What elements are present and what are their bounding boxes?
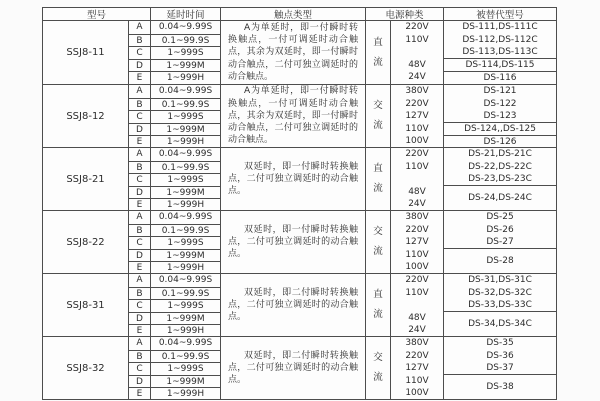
replaced-bottom-group bbox=[444, 186, 556, 211]
voltage-value: 48V bbox=[408, 59, 426, 70]
replaced-models-column bbox=[444, 85, 556, 147]
power-kind-label: 交流 bbox=[366, 211, 391, 273]
delay-time-value: 1~999H bbox=[151, 261, 220, 274]
replaced-model-value: DS-22,DS-22C bbox=[468, 161, 532, 172]
variant-letter: E bbox=[129, 261, 150, 274]
voltage-value: 110V bbox=[405, 34, 429, 45]
replaced-model-cell: DS-24,DS-24C bbox=[468, 193, 532, 204]
model-name: SSJ8-31 bbox=[43, 274, 129, 336]
contact-type-cell bbox=[221, 85, 366, 147]
voltage-value: 110V bbox=[405, 123, 429, 134]
delay-time-value: 0.1~99.9S bbox=[151, 350, 220, 363]
voltage-column bbox=[391, 337, 444, 399]
variant-letter: E bbox=[129, 387, 150, 400]
variant-letter: C bbox=[129, 299, 150, 312]
variant-letter: E bbox=[129, 324, 150, 337]
delay-time-value: 1~999H bbox=[151, 71, 220, 84]
voltage-value: 380V bbox=[405, 86, 429, 96]
header-replaced-models: 被替代型号 bbox=[476, 10, 524, 21]
model-name: SSJ8-32 bbox=[43, 337, 129, 399]
variant-letter-column bbox=[129, 274, 151, 336]
replaced-bottom-group bbox=[444, 59, 556, 84]
replaced-top-group bbox=[444, 337, 556, 375]
contact-type-text: 双延时，即一付瞬时转换触点，二付可独立调延时的动合触点。 bbox=[228, 224, 358, 260]
replaced-top-group bbox=[444, 85, 556, 123]
replaced-top-group bbox=[444, 148, 556, 186]
model-block bbox=[43, 273, 556, 336]
voltage-value: 24V bbox=[408, 325, 426, 336]
model-name: SSJ8-11 bbox=[43, 21, 129, 84]
voltage-value: 127V bbox=[405, 111, 429, 122]
replaced-bottom-group bbox=[444, 123, 556, 148]
replaced-model-value: DS-26 bbox=[486, 224, 514, 235]
voltage-value: 380V bbox=[405, 338, 429, 348]
replaced-model-cell: DS-34,DS-34C bbox=[468, 319, 532, 330]
variant-letter-column bbox=[129, 148, 151, 210]
model-block bbox=[43, 84, 556, 147]
variant-letter: A bbox=[136, 212, 143, 222]
voltage-value: 24V bbox=[408, 199, 426, 210]
header-power-kind: 电源种类 bbox=[366, 8, 444, 20]
variant-letter: D bbox=[129, 375, 150, 388]
contact-type-cell bbox=[221, 21, 366, 84]
delay-time-value: 0.1~99.9S bbox=[151, 224, 220, 237]
delay-time-value: 1~999M bbox=[151, 59, 220, 72]
header-contact-type: 触点类型 bbox=[221, 8, 366, 20]
voltage-value: 220V bbox=[405, 22, 429, 32]
variant-letter: E bbox=[129, 135, 150, 148]
replaced-models-column bbox=[444, 21, 556, 84]
delay-time-value: 1~999S bbox=[151, 110, 220, 123]
variant-letter: B bbox=[129, 34, 150, 47]
replaced-bottom-group bbox=[444, 249, 556, 274]
delay-time-value: 1~999S bbox=[151, 362, 220, 375]
voltage-column bbox=[391, 21, 444, 84]
delay-time-value: 1~999M bbox=[151, 123, 220, 136]
replaced-models-column bbox=[444, 148, 556, 210]
power-kind-label: 直流 bbox=[366, 21, 391, 84]
voltage-value: 220V bbox=[405, 350, 429, 361]
variant-letter: C bbox=[129, 173, 150, 186]
replaced-model-cell: DS-38 bbox=[486, 382, 514, 393]
replaced-top-group bbox=[444, 21, 556, 59]
delay-time-value: 1~999S bbox=[151, 46, 220, 59]
voltage-value: 100V bbox=[405, 136, 429, 147]
voltage-value: 220V bbox=[405, 275, 429, 285]
power-kind-label: 交流 bbox=[366, 337, 391, 399]
replaced-model-value: DS-112,DS-112C bbox=[462, 34, 538, 45]
voltage-value: 127V bbox=[405, 363, 429, 374]
delay-time-value: 1~999S bbox=[151, 173, 220, 186]
replaced-model-cell: DS-28 bbox=[486, 256, 514, 267]
replaced-model-value: DS-33,DS-33C bbox=[468, 300, 532, 311]
delay-time-value: 0.04~9.99S bbox=[158, 275, 213, 285]
delay-time-value: 0.1~99.9S bbox=[151, 34, 220, 47]
variant-letter: C bbox=[129, 362, 150, 375]
variant-letter: C bbox=[129, 236, 150, 249]
delay-time-column bbox=[151, 274, 221, 336]
variant-letter-column bbox=[129, 85, 151, 147]
table-body bbox=[43, 21, 556, 399]
voltage-value: 110V bbox=[405, 375, 429, 386]
delay-time-value: 1~999M bbox=[151, 186, 220, 199]
delay-time-column bbox=[151, 21, 221, 84]
voltage-value: 220V bbox=[405, 149, 429, 159]
header-delay-time: 延时时间 bbox=[151, 8, 221, 20]
delay-time-value: 1~999H bbox=[151, 324, 220, 337]
replaced-model-value: DS-23,DS-23C bbox=[468, 174, 532, 185]
replaced-model-value: DS-122 bbox=[483, 98, 517, 109]
model-block bbox=[43, 336, 556, 399]
contact-type-text: 双延时，即一付瞬时转换触点，二付可独立调延时的动合触点。 bbox=[228, 161, 358, 197]
replaced-model-value: DS-25 bbox=[486, 212, 514, 222]
variant-letter: A bbox=[136, 86, 143, 96]
delay-time-column bbox=[151, 211, 221, 273]
variant-letter: D bbox=[129, 249, 150, 262]
table-header-row bbox=[43, 8, 556, 21]
variant-letter: B bbox=[129, 161, 150, 174]
contact-type-cell bbox=[221, 148, 366, 210]
delay-time-value: 0.04~9.99S bbox=[158, 212, 213, 222]
model-block bbox=[43, 147, 556, 210]
variant-letter: C bbox=[129, 46, 150, 59]
variant-letter-column bbox=[129, 337, 151, 399]
power-kind-label: 直流 bbox=[366, 148, 391, 210]
model-block bbox=[43, 21, 556, 84]
replaced-model-value: DS-36 bbox=[486, 350, 514, 361]
power-kind-label: 直流 bbox=[366, 274, 391, 336]
model-name: SSJ8-12 bbox=[43, 85, 129, 147]
delay-time-value: 1~999M bbox=[151, 312, 220, 325]
replaced-model-cell: DS-116 bbox=[444, 71, 556, 84]
contact-type-cell bbox=[221, 211, 366, 273]
variant-letter: B bbox=[129, 224, 150, 237]
replaced-top-group bbox=[444, 211, 556, 249]
voltage-value: 48V bbox=[408, 312, 426, 323]
replaced-model-value: DS-37 bbox=[486, 363, 514, 374]
delay-time-column bbox=[151, 85, 221, 147]
replaced-model-value: DS-27 bbox=[486, 237, 514, 248]
power-kind-label: 交流 bbox=[366, 85, 391, 147]
variant-letter: D bbox=[129, 59, 150, 72]
replaced-model-value: DS-32,DS-32C bbox=[468, 287, 532, 298]
voltage-value: 24V bbox=[408, 72, 426, 83]
voltage-column bbox=[391, 85, 444, 147]
voltage-value bbox=[391, 299, 443, 312]
delay-time-value: 0.1~99.9S bbox=[151, 287, 220, 300]
model-name: SSJ8-21 bbox=[43, 148, 129, 210]
voltage-value: 100V bbox=[405, 262, 429, 273]
model-block bbox=[43, 210, 556, 273]
header-model: 型号 bbox=[43, 8, 151, 20]
replaced-top-group bbox=[444, 274, 556, 312]
voltage-column bbox=[391, 148, 444, 210]
voltage-value: 110V bbox=[405, 249, 429, 260]
voltage-value: 220V bbox=[405, 98, 429, 109]
contact-type-text: A为单延时，即一付瞬时转换触点，一付可调延时动合触点，其余为双延时，即一付瞬时动合触点，二付可独立调延时的动合触点。 bbox=[228, 86, 358, 146]
variant-letter: C bbox=[129, 110, 150, 123]
replaced-bottom-group bbox=[444, 312, 556, 337]
delay-time-value: 1~999M bbox=[151, 375, 220, 388]
replaced-models-column bbox=[444, 211, 556, 273]
replaced-model-cell: DS-114,DS-115 bbox=[465, 60, 535, 71]
replaced-model-value: DS-21,DS-21C bbox=[468, 149, 532, 159]
replaced-model-value: DS-35 bbox=[486, 338, 514, 348]
voltage-column bbox=[391, 274, 444, 336]
variant-letter: B bbox=[129, 98, 150, 111]
delay-time-value: 1~999H bbox=[151, 135, 220, 148]
replaced-model-value: DS-113,DS-113C bbox=[462, 47, 538, 58]
voltage-column bbox=[391, 211, 444, 273]
delay-time-value: 0.04~9.99S bbox=[158, 338, 213, 348]
voltage-value: 220V bbox=[405, 224, 429, 235]
replaced-model-cell: DS-126 bbox=[444, 135, 556, 148]
replaced-model-value: DS-31,DS-31C bbox=[468, 275, 532, 285]
replaced-bottom-group bbox=[444, 375, 556, 400]
voltage-value: 127V bbox=[405, 237, 429, 248]
replaced-model-cell: DS-124,,DS-125 bbox=[464, 124, 536, 135]
contact-type-cell bbox=[221, 337, 366, 399]
variant-letter: A bbox=[136, 149, 143, 159]
variant-letter: A bbox=[136, 275, 143, 285]
variant-letter: A bbox=[136, 22, 143, 32]
replaced-model-value: DS-121 bbox=[483, 86, 517, 96]
delay-time-value: 1~999H bbox=[151, 387, 220, 400]
delay-time-value: 0.04~9.99S bbox=[158, 86, 213, 96]
delay-time-value: 0.1~99.9S bbox=[151, 98, 220, 111]
variant-letter: B bbox=[129, 350, 150, 363]
voltage-value: 48V bbox=[408, 186, 426, 197]
voltage-value bbox=[391, 173, 443, 186]
voltage-value: 110V bbox=[405, 287, 429, 298]
delay-time-column bbox=[151, 148, 221, 210]
variant-letter: E bbox=[129, 198, 150, 211]
contact-type-text: 双延时，即二付瞬时转换触点，二付可独立调延时的动合触点。 bbox=[228, 287, 358, 323]
delay-time-value: 1~999M bbox=[151, 249, 220, 262]
delay-time-column bbox=[151, 337, 221, 399]
variant-letter: E bbox=[129, 71, 150, 84]
replaced-model-value: DS-111,DS-111C bbox=[462, 22, 538, 32]
replaced-models-column bbox=[444, 274, 556, 336]
delay-time-value: 0.04~9.99S bbox=[158, 22, 213, 32]
spec-table bbox=[42, 7, 557, 400]
delay-time-value: 0.1~99.9S bbox=[151, 161, 220, 174]
replaced-models-column bbox=[444, 337, 556, 399]
voltage-value bbox=[391, 46, 443, 59]
replaced-model-value: DS-123 bbox=[483, 111, 517, 122]
variant-letter: D bbox=[129, 312, 150, 325]
contact-type-text: 双延时，即二付瞬时转换触点，二付可独立调延时的动合触点。 bbox=[228, 350, 358, 386]
delay-time-value: 1~999S bbox=[151, 299, 220, 312]
variant-letter: A bbox=[136, 338, 143, 348]
model-name: SSJ8-22 bbox=[43, 211, 129, 273]
variant-letter: B bbox=[129, 287, 150, 300]
contact-type-cell bbox=[221, 274, 366, 336]
delay-time-value: 0.04~9.99S bbox=[158, 149, 213, 159]
variant-letter: D bbox=[129, 123, 150, 136]
contact-type-text: A为单延时，即一付瞬时转换触点，一付可调延时动合触点，其余为双延时，即一付瞬时动合触点，二付可独立调延时的动合触点。 bbox=[228, 22, 358, 82]
variant-letter-column bbox=[129, 211, 151, 273]
delay-time-value: 1~999H bbox=[151, 198, 220, 211]
voltage-value: 100V bbox=[405, 388, 429, 399]
variant-letter: D bbox=[129, 186, 150, 199]
delay-time-value: 1~999S bbox=[151, 236, 220, 249]
voltage-value: 110V bbox=[405, 161, 429, 172]
variant-letter-column bbox=[129, 21, 151, 84]
voltage-value: 380V bbox=[405, 212, 429, 222]
